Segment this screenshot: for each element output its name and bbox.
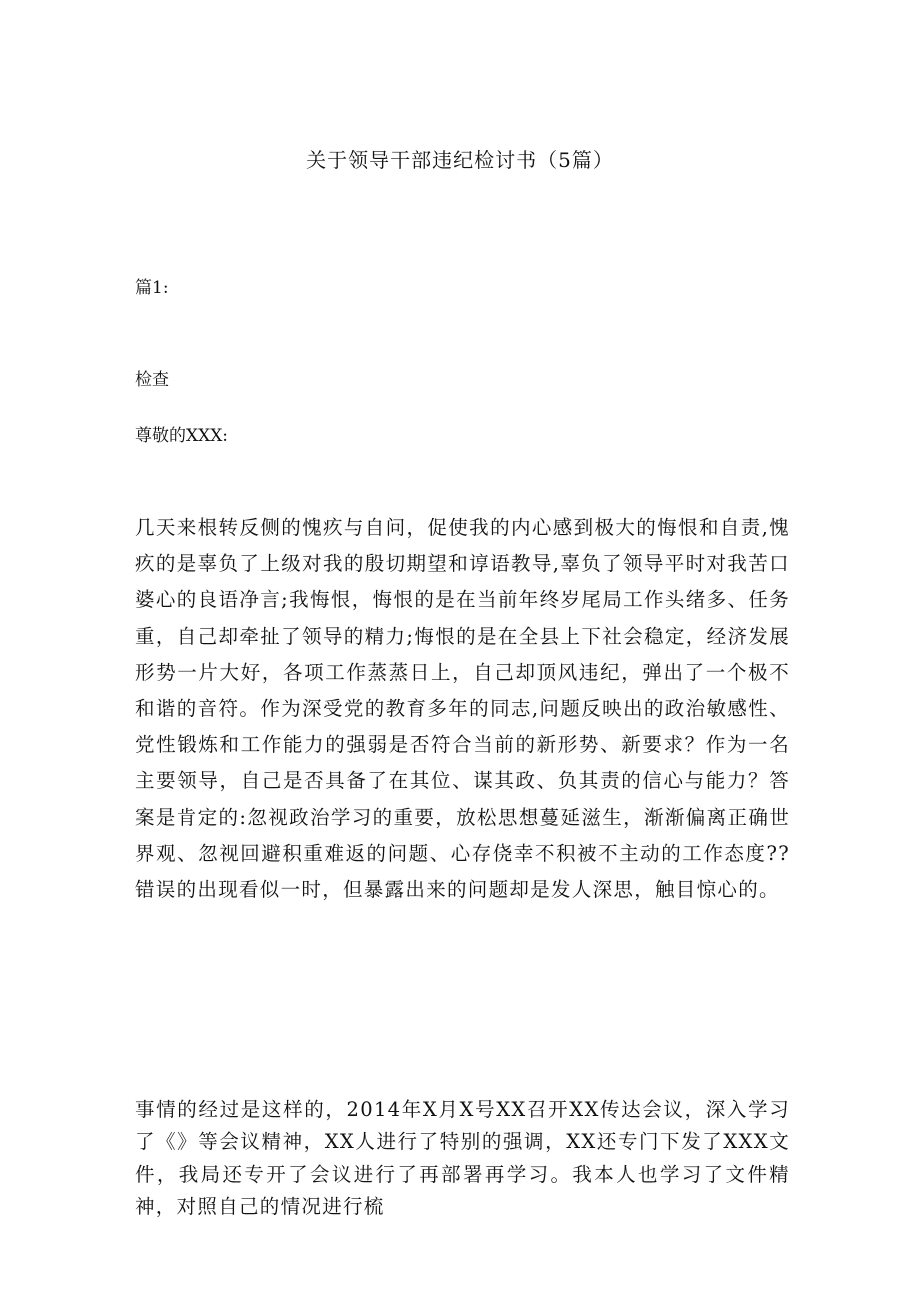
body-paragraph-2: 事情的经过是这样的，2014年X月X号XX召开XX传达会议，深入学习了《》等会议精神，XX人进行了特别的强调，XX还专门下发了XXX文件，我局还专开了会议进行了再部署再学习。我本人也学习了文件精神，对照自己的情况进行梳 <box>135 1098 790 1218</box>
section-heading: 检查 <box>135 370 169 390</box>
body-paragraph-1: 几天来根转反侧的愧疚与自问，促使我的内心感到极大的悔恨和自责,愧疚的是辜负了上级对我的殷切期望和谆语教导,辜负了领导平时对我苦口婆心的良语净言;我悔恨，悔恨的是在当前年终岁尾局工作头绪多、任务重，自己却牵扯了领导的精力;悔恨的是在全县上下社会稳定，经济发展形势一片大好，各项工作蒸蒸日上，自己却顶风违纪，弹出了一个极不和谐的音符。作为深受党的教育多年的同志,问题反映出的政治敏感性、党性锻炼和工作能力的强弱是否符合当前的新形势、新要求？作为一名主要领导，自己是否具备了在其位、谋其政、负其责的信心与能力？答案是肯定的:忽视政治学习的重要，放松思想蔓延滋生，渐渐偏离正确世界观、忽视回避积重难返的问题、心存侥幸不积被不主动的工作态度??错误的出现看似一时，但暴露出来的问题却是发人深思，触目惊心的。 <box>135 516 790 902</box>
document-title: 关于领导干部违纪检讨书（5篇） <box>306 148 614 172</box>
section-label: 篇1: <box>135 278 169 298</box>
salutation: 尊敬的XXX: <box>135 426 229 446</box>
